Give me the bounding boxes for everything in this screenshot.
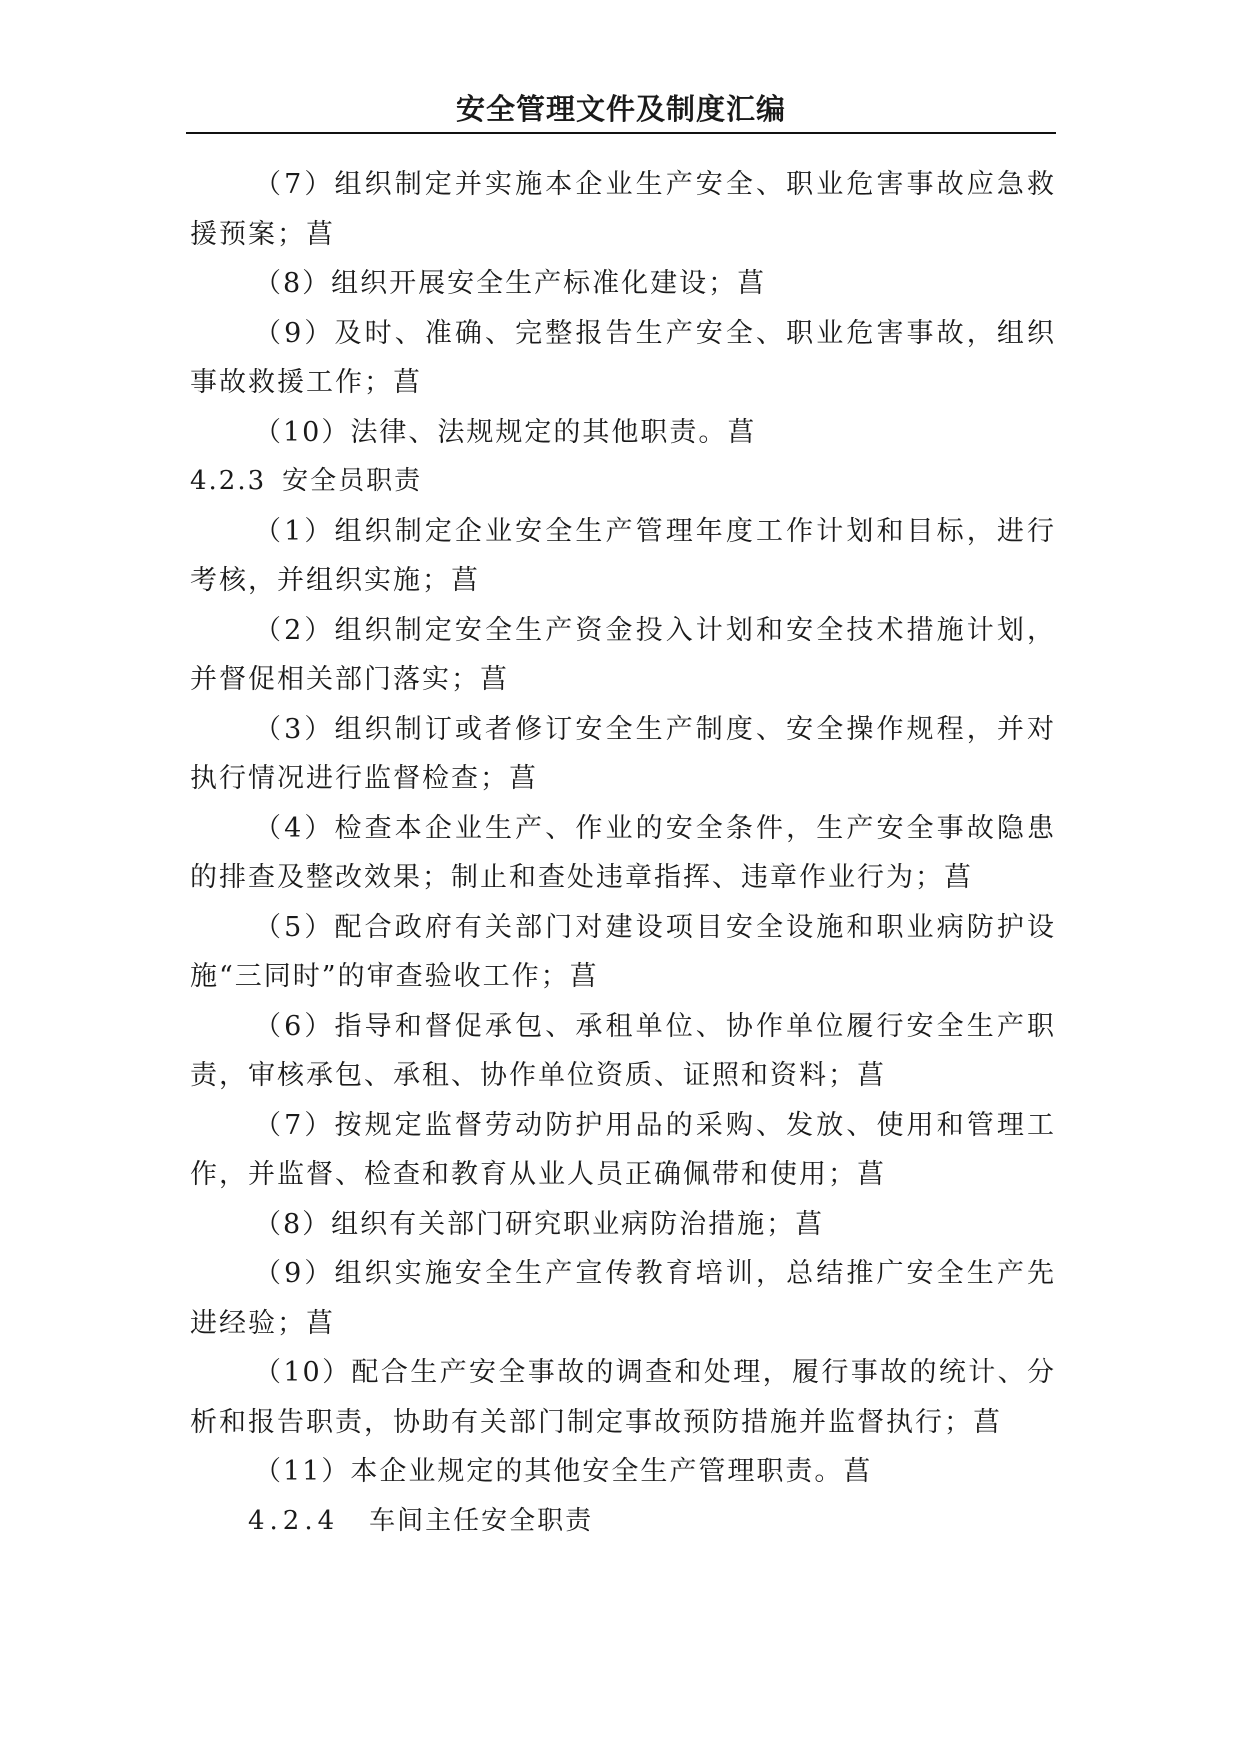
page-header-title: 安全管理文件及制度汇编 [455,92,786,126]
section-heading-4-2-4 [190,1497,1056,1547]
paragraph-duty-8: （8）组织开展安全生产标准化建设；菖 [254,268,767,299]
safety-officer-duty-5: （5）配合政府有关部门对建设项目安全设施和职业病防护设施“三同时”的审查验收工作；菖 [190,911,1056,992]
safety-officer-duty-9: （9）组织实施安全生产宣传教育培训，总结推广安全生产先进经验；菖 [190,1258,1056,1339]
section-title: 车间主任安全职责 [369,1505,594,1536]
header-divider [186,132,1056,134]
safety-officer-duty-6: （6）指导和督促承包、承租单位、协作单位履行安全生产职责，审核承包、承租、协作单位资质、证照和资料；菖 [190,1010,1056,1091]
safety-officer-duty-1: （1）组织制定企业安全生产管理年度工作计划和目标，进行考核，并组织实施；菖 [190,515,1056,596]
safety-officer-duty-3: （3）组织制订或者修订安全生产制度、安全操作规程，并对执行情况进行监督检查；菖 [190,713,1056,794]
safety-officer-duty-8: （8）组织有关部门研究职业病防治措施；菖 [254,1208,825,1240]
section-heading-4-2-3 [190,457,1056,507]
section-title: 安全员职责 [282,466,423,496]
paragraph-duty-7: （7）组织制定并实施本企业生产安全、职业危害事故应急救援预案；菖 [190,169,1056,250]
safety-officer-duty-2: （2）组织制定安全生产资金投入计划和安全技术措施计划，并督促相关部门落实；菖 [190,614,1056,695]
safety-officer-duty-4: （4）检查本企业生产、作业的安全条件，生产安全事故隐患的排查及整改效果；制止和查处违章指挥、违章作业行为；菖 [190,812,1056,893]
section-number: 4.2.3 [190,466,267,496]
paragraph-duty-10: （10）法律、法规规定的其他职责。菖 [254,416,757,448]
paragraph-duty-9: （9）及时、准确、完整报告生产安全、职业危害事故，组织事故救援工作；菖 [190,317,1056,398]
safety-officer-duty-7: （7）按规定监督劳动防护用品的采购、发放、使用和管理工作，并监督、检查和教育从业人员正确佩带和使用；菖 [190,1109,1056,1190]
safety-officer-duty-10: （10）配合生产安全事故的调查和处理，履行事故的统计、分析和报告职责，协助有关部门制定事故预防措施并监督执行；菖 [190,1357,1056,1438]
document-body [190,160,1056,1546]
section-number: 4.2.4 [248,1505,340,1536]
safety-officer-duty-11: （11）本企业规定的其他安全生产管理职责。菖 [254,1456,873,1487]
